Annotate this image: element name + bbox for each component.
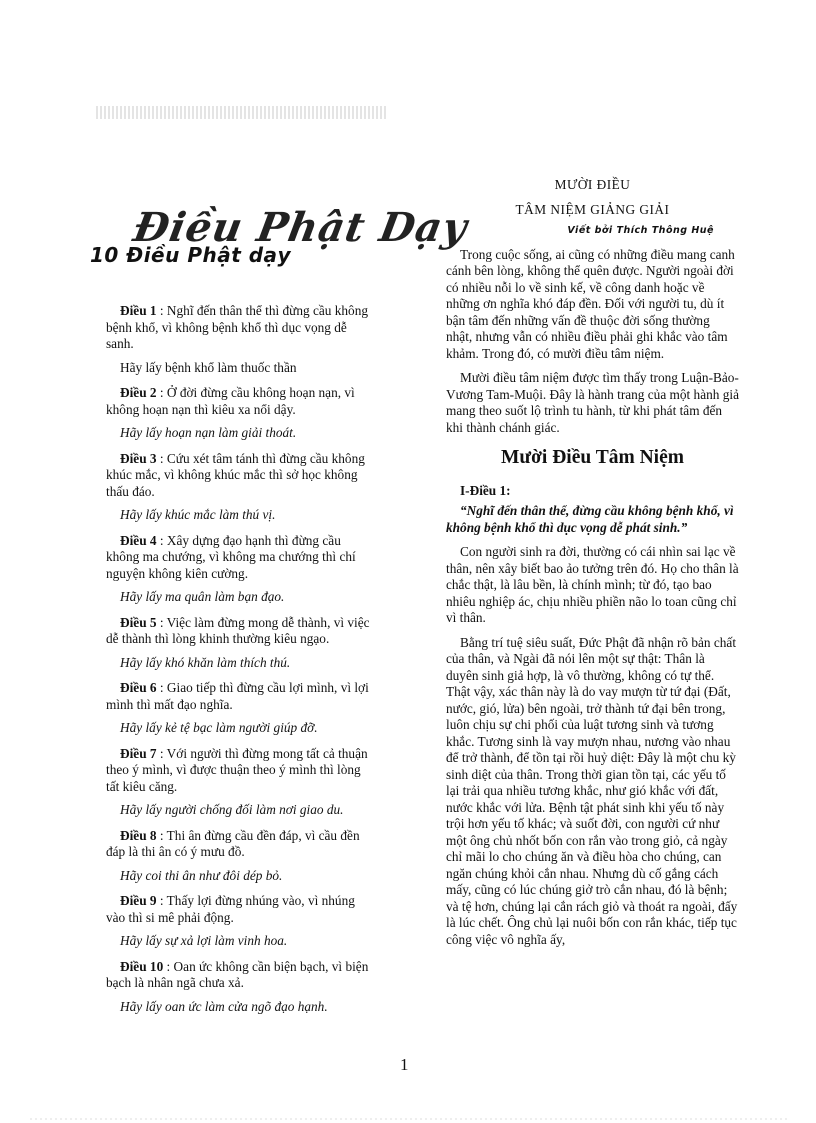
rule-10-label: Điều 10 <box>120 958 164 974</box>
page-number: 1 <box>400 1055 409 1074</box>
rule-10 <box>106 959 372 992</box>
document-subtitle: 10 Điều Phật dạy <box>90 243 292 267</box>
rule-7 <box>106 746 372 796</box>
rule-2-label: Điều 2 <box>120 385 157 400</box>
body-paragraph-1: Con người sinh ra đời, thường có cái nhìn sai lạc về thân, nên xây biết bao ảo tưởng trên đó. Họ cho thân là chắc thật, là lâu bền, là chính mình; từ đó, tạo bao nhiêu nghiệp ác, chịu nhiều phiền não lo toan cũng chỉ vì thân. <box>446 544 739 625</box>
intro-paragraph-2: Mười điều tâm niệm được tìm thấy trong Luận-Bảo-Vương Tam-Muội. Đây là hành trang của một hành giả mang theo suốt lộ trình tu hành, từ khi phát tâm đến khi thành chánh giác. <box>446 370 739 435</box>
article-subtitle: TÂM NIỆM GIẢNG GIẢI <box>515 201 670 217</box>
rule-4 <box>106 533 372 583</box>
rule-2-lesson: Hãy lấy hoạn nạn làm giải thoát. <box>120 425 297 440</box>
rule-5-label: Điều 5 <box>120 614 157 630</box>
dotted-band-decoration <box>96 106 386 119</box>
rule-9-text: : Thấy lợi đừng nhúng vào, vì nhúng vào thì si mê phải động. <box>106 893 355 925</box>
article-title: MƯỜI ĐIỀU <box>554 177 631 192</box>
rule-6-lesson: Hãy lấy kẻ tệ bạc làm người giúp đỡ. <box>120 720 318 735</box>
rule-5 <box>106 615 372 648</box>
rule-3-text: : Cứu xét tâm tánh thì đừng cầu không khúc mắc, vì không khúc mắc thì sở học không thấu đáo. <box>106 450 365 499</box>
rule-10-lesson: Hãy lấy oan ức làm cửa ngõ đạo hạnh. <box>120 998 328 1014</box>
rule-9 <box>106 893 372 926</box>
rule-1-label: Điều 1 <box>120 303 157 318</box>
rule-8-text: : Thi ân đừng cầu đền đáp, vì cầu đền đáp là thi ân có ý mưu đồ. <box>106 827 360 859</box>
left-column <box>106 303 372 1024</box>
section-title: Mười Điều Tâm Niệm <box>501 447 684 468</box>
rule-3 <box>106 451 372 501</box>
dieu-phat-day-logo: Điều Phật Dạy <box>129 204 472 251</box>
rule-8-label: Điều 8 <box>120 827 157 843</box>
rule-6-text: : Giao tiếp thì đừng cầu lợi mình, vì lợi mình thì mất đạo nghĩa. <box>106 680 369 712</box>
rule-8-lesson: Hãy coi thi ân như đôi dép bỏ. <box>120 867 283 883</box>
rule-9-label: Điều 9 <box>120 893 157 908</box>
intro-paragraph-1: Trong cuộc sống, ai cũng có những điều mang canh cánh bên lòng, không thể quên được. Người ngoài đời có nhiều nỗi lo về sinh kế, về công danh hoặc về những ơn nghĩa khó đáp đền. Đối với người tu, dù ít bận tâm đến những vấn đề thuộc đời sống thường nhật, nhưng vẫn có nhiều điều phải ghi khắc vào tâm khảm. Trong đó, có mười điều tâm niệm. <box>446 246 735 361</box>
rule-9-lesson: Hãy lấy sự xả lợi làm vinh hoa. <box>120 933 288 948</box>
rule-3-label: Điều 3 <box>120 450 157 466</box>
rule-4-text: : Xây dựng đạo hạnh thì đừng cầu không ma chướng, vì không ma chướng thì chí nguyện không kiên cường. <box>106 532 356 581</box>
rule-6-label: Điều 6 <box>120 680 157 695</box>
rule-2 <box>106 385 372 418</box>
rule-1 <box>106 303 372 353</box>
rule-6 <box>106 680 372 713</box>
rule-4-label: Điều 4 <box>120 532 157 548</box>
rule-7-lesson: Hãy lấy người chống đối làm nơi giao du. <box>120 802 344 817</box>
article-author: Viết bởi Thích Thông Huệ <box>567 225 714 236</box>
rule-7-label: Điều 7 <box>120 745 157 761</box>
rule-5-lesson: Hãy lấy khó khăn làm thích thú. <box>120 654 291 670</box>
rule-8 <box>106 828 372 861</box>
rule-3-lesson: Hãy lấy khúc mắc làm thú vị. <box>120 507 276 522</box>
rule-1-text: : Nghĩ đến thân thể thì đừng cầu không bệnh khổ, vì không bệnh khổ thì dục vọng dễ sanh. <box>106 303 369 351</box>
rule-1-lesson: Hãy lấy bệnh khổ làm thuốc thần <box>120 359 297 375</box>
rule-10-text: : Oan ức không cần biện bạch, vì biện bạch là nhân ngã chưa xả. <box>106 958 369 990</box>
rule-4-lesson: Hãy lấy ma quân làm bạn đạo. <box>120 589 285 604</box>
article-heading: I-Điều 1: <box>460 482 511 498</box>
body-paragraph-2: Bằng trí tuệ siêu suất, Đức Phật đã nhận rõ bản chất của thân, và Ngài đã nói lên một sự thật: Thân là duyên sinh giả hợp, là vô thường, không có tự thể. Thật vậy, xác thân này là do vay mượn từ tứ đại (Đất, nước, gió, lửa) bên ngoài, trở thành tứ đại bên trong, luôn chịu sự chi phối của luật tương sinh và tương khắc. Tương sinh là vay mượn nhau, nương vào nhau để trở thành, để tồn tại rồi huỷ diệt: Đây là một chu kỳ sinh diệt của thân. Trong thời gian tồn tại, các yếu tố lại trải qua nhiều tương khắc, như gió khắc với đất, nước khắc với lửa. Bệnh tật phát sinh khi yếu tố này trội hơn yếu tố khác; và suốt đời, con người cứ như một ông chủ nhốt bốn con rắn vào trong giỏ, cả ngày chỉ mãi lo cho chúng ăn và điều hòa cho chúng, can ngăn chúng khỏi cắn nhau. Nhưng dù cố gắng cách mấy, cũng có lúc chúng giở trò cắn nhau, đó là bệnh; và tệ hơn, chúng lại cắn rách giỏ và thoát ra ngoài, đấy là lúc chết. Ông chủ lại nuôi bốn con rắn khác, tiếp tục công việc vô nghĩa ấy, <box>446 634 738 947</box>
dotted-footer-decoration <box>30 1118 790 1120</box>
rule-quote: “Nghĩ đến thân thể, đừng cầu không bệnh khổ, vì không bệnh khổ thì dục vọng dễ phát sinh.” <box>446 503 734 535</box>
rule-7-text: : Với người thì đừng mong tất cả thuận theo ý mình, vì được thuận theo ý mình thì lòng tất kiêu căng. <box>106 745 368 794</box>
rule-5-text: : Việc làm đừng mong dễ thành, vì việc dễ thành thì lòng khinh thường kiêu ngạo. <box>106 614 370 646</box>
rule-2-text: : Ở đời đừng cầu không hoạn nạn, vì không hoạn nạn thì kiêu xa nổi dậy. <box>106 385 355 417</box>
right-column <box>446 177 739 956</box>
